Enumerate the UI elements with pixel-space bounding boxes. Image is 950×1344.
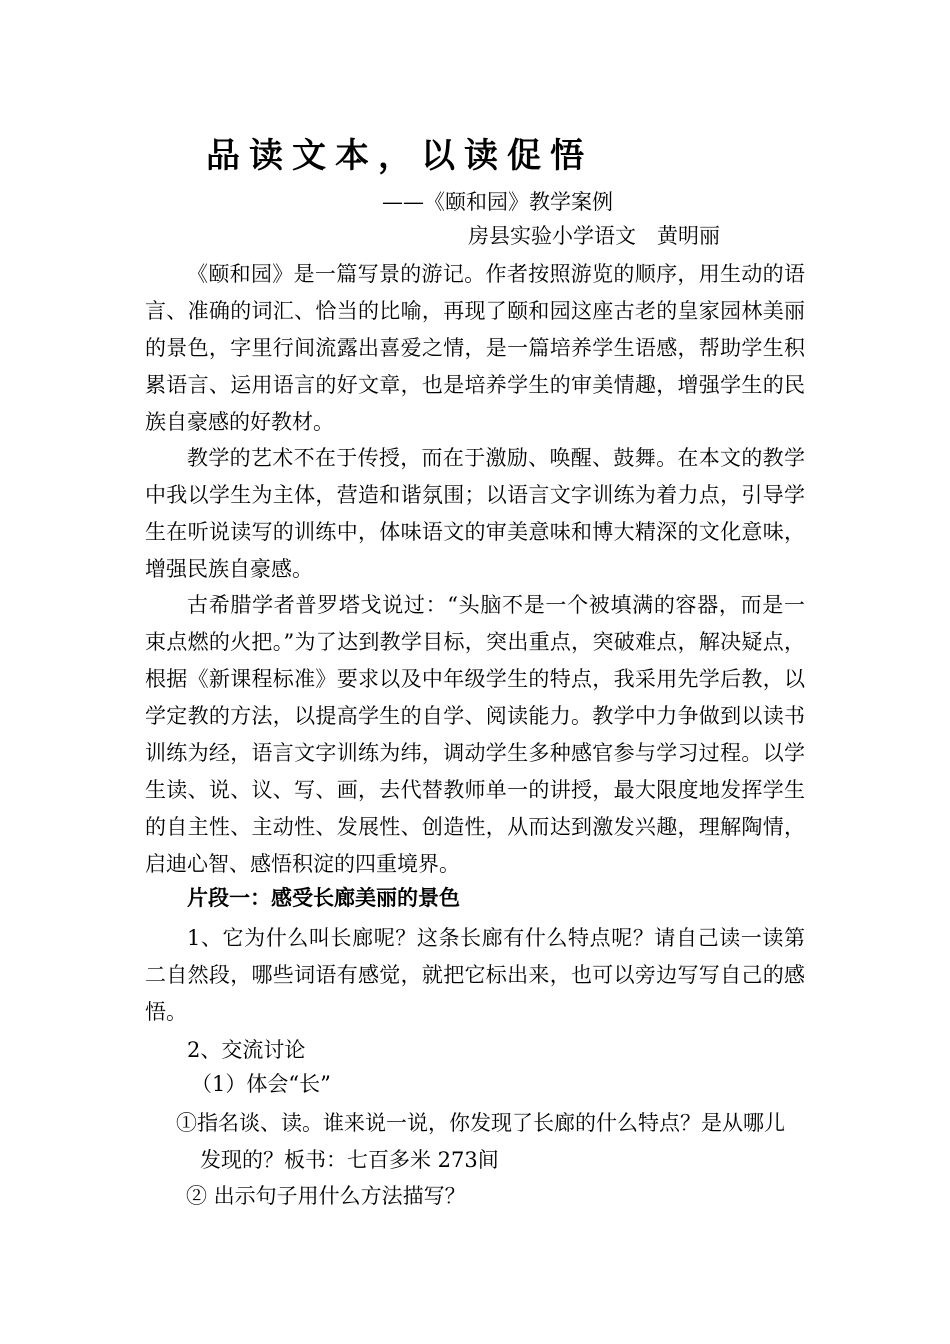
author-line: 房县实验小学语文 黄明丽 bbox=[468, 224, 720, 248]
paragraph-text: 《颐和园》是一篇写景的游记。作者按照游览的顺序，用生动的语言、准确的词汇、恰当的比喻，再现了颐和园这座古老的皇家园林美丽的景色，字里行间流露出喜爱之情，是一篇培养学生语感，帮助学生积累语言、运用语言的好文章，也是培养学生的审美情趣，增强学生的民族自豪感的好教材。 bbox=[145, 262, 805, 434]
document-subtitle: ——《颐和园》教学案例 bbox=[382, 190, 613, 214]
list-circle-item-1 bbox=[176, 1105, 816, 1179]
paragraph-text: 古希腊学者普罗塔戈说过：“头脑不是一个被填满的容器，而是一束点燃的火把。”为了达到教学目标，突出重点，突破难点，解决疑点，根据《新课程标准》要求以及中年级学生的特点，我采用先学后教，以学定教的方法，以提高学生的自学、阅读能力。教学中力争做到以读书训练为经，语言文字训练为纬，调动学生多种感官参与学习过程。以学生读、说、议、写、画，去代替教师单一的讲授，最大限度地发挥学生的自主性、主动性、发展性、创造性，从而达到激发兴趣，理解陶情，启迪心智、感悟积淀的四重境界。 bbox=[145, 593, 805, 876]
section-heading: 片段一：感受长廊美丽的景色 bbox=[187, 885, 460, 910]
list-circle-item-2: ② 出示句子用什么方法描写？ bbox=[186, 1184, 466, 1208]
paragraph-text: 教学的艺术不在于传授，而在于激励、唤醒、鼓舞。在本文的教学中我以学生为主体，营造和谐氛围；以语言文字训练为着力点，引导学生在听说读写的训练中，体味语文的审美意味和博大精深的文化意味，增强民族自豪感。 bbox=[145, 446, 805, 581]
section-paragraph bbox=[145, 920, 805, 1031]
paragraph-2 bbox=[145, 440, 805, 588]
paragraph-1 bbox=[145, 256, 805, 441]
document-title: 品读文本，以读促悟 bbox=[206, 136, 593, 176]
paragraph-3 bbox=[145, 587, 805, 883]
list-subitem: （1）体会“长” bbox=[191, 1072, 331, 1096]
paragraph-text: 1、它为什么叫长廊呢？这条长廊有什么特点呢？请自己读一读第二自然段，哪些词语有感觉，就把它标出来，也可以旁边写写自己的感悟。 bbox=[145, 926, 805, 1024]
circle-item-line-2: 发现的？板书：七百多米 273间 bbox=[200, 1148, 499, 1172]
circle-item-line-1: ①指名谈、读。谁来说一说，你发现了长廊的什么特点？是从哪儿 bbox=[176, 1111, 785, 1135]
list-item-discuss: 2、交流讨论 bbox=[187, 1038, 306, 1062]
